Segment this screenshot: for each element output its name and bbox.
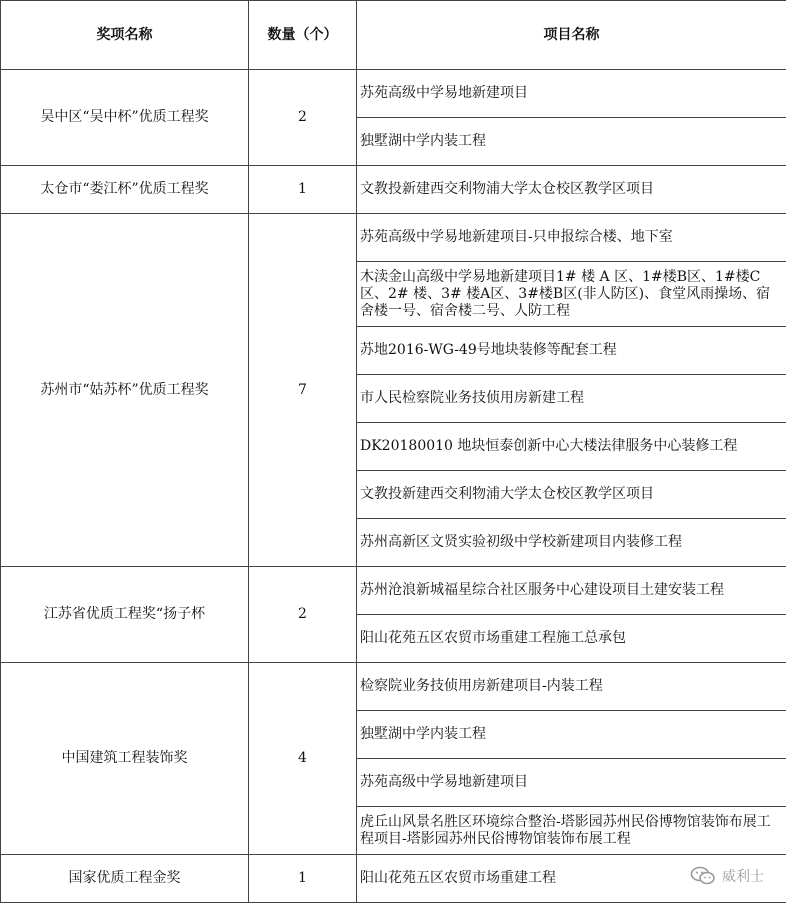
watermark-text: 威利士 bbox=[722, 869, 764, 885]
table-row bbox=[1, 214, 786, 262]
project-name: 苏苑高级中学易地新建项目 bbox=[357, 759, 786, 807]
header-project: 项目名称 bbox=[357, 1, 786, 70]
header-row bbox=[1, 1, 786, 70]
project-name: 阳山花苑五区农贸市场重建工程施工总承包 bbox=[357, 615, 786, 663]
wechat-icon bbox=[690, 866, 716, 886]
project-name: 苏地2016-WG-49号地块装修等配套工程 bbox=[357, 327, 786, 375]
table-row bbox=[1, 166, 786, 214]
project-name: 苏州高新区文贤实验初级中学校新建项目内装修工程 bbox=[357, 519, 786, 567]
table-row bbox=[1, 663, 786, 711]
award-name: 国家优质工程金奖 bbox=[1, 855, 249, 903]
project-name: 苏州沧浪新城福星综合社区服务中心建设项目土建安装工程 bbox=[357, 567, 786, 615]
award-name: 吴中区“吴中杯”优质工程奖 bbox=[1, 70, 249, 166]
project-name: 木渎金山高级中学易地新建项目1# 楼 A 区、1#楼B区、1#楼C区、2# 楼、3# 楼A区、3#楼B区(非人防区)、食堂风雨操场、宿舍楼一号、宿舍楼二号、人防工程 bbox=[357, 262, 786, 327]
header-award: 奖项名称 bbox=[1, 1, 249, 70]
project-name: 文教投新建西交利物浦大学太仓校区教学区项目 bbox=[357, 166, 786, 214]
project-name: 虎丘山风景名胜区环境综合整治-塔影园苏州民俗博物馆装饰布展工程项目-塔影园苏州民俗博物馆装饰布展工程 bbox=[357, 807, 786, 855]
project-name: 检察院业务技侦用房新建项目-内装工程 bbox=[357, 663, 786, 711]
project-name: DK20180010 地块恒泰创新中心大楼法律服务中心装修工程 bbox=[357, 423, 786, 471]
award-count: 7 bbox=[249, 214, 357, 567]
award-name: 中国建筑工程装饰奖 bbox=[1, 663, 249, 855]
award-count: 1 bbox=[249, 855, 357, 903]
project-name: 独墅湖中学内装工程 bbox=[357, 118, 786, 166]
project-name: 苏苑高级中学易地新建项目 bbox=[357, 70, 786, 118]
project-name: 阳山花苑五区农贸市场重建工程 bbox=[357, 855, 786, 903]
award-name: 太仓市“娄江杯”优质工程奖 bbox=[1, 166, 249, 214]
header-count: 数量（个） bbox=[249, 1, 357, 70]
project-name: 独墅湖中学内装工程 bbox=[357, 711, 786, 759]
table-row bbox=[1, 567, 786, 615]
project-name: 苏苑高级中学易地新建项目-只申报综合楼、地下室 bbox=[357, 214, 786, 262]
watermark bbox=[690, 866, 764, 886]
project-name: 市人民检察院业务技侦用房新建工程 bbox=[357, 375, 786, 423]
award-name: 江苏省优质工程奖“扬子杯 bbox=[1, 567, 249, 663]
award-count: 1 bbox=[249, 166, 357, 214]
table-row bbox=[1, 70, 786, 118]
award-name: 苏州市“姑苏杯”优质工程奖 bbox=[1, 214, 249, 567]
award-count: 4 bbox=[249, 663, 357, 855]
table-row bbox=[1, 855, 786, 903]
award-count: 2 bbox=[249, 567, 357, 663]
award-count: 2 bbox=[249, 70, 357, 166]
project-name: 文教投新建西交利物浦大学太仓校区教学区项目 bbox=[357, 471, 786, 519]
